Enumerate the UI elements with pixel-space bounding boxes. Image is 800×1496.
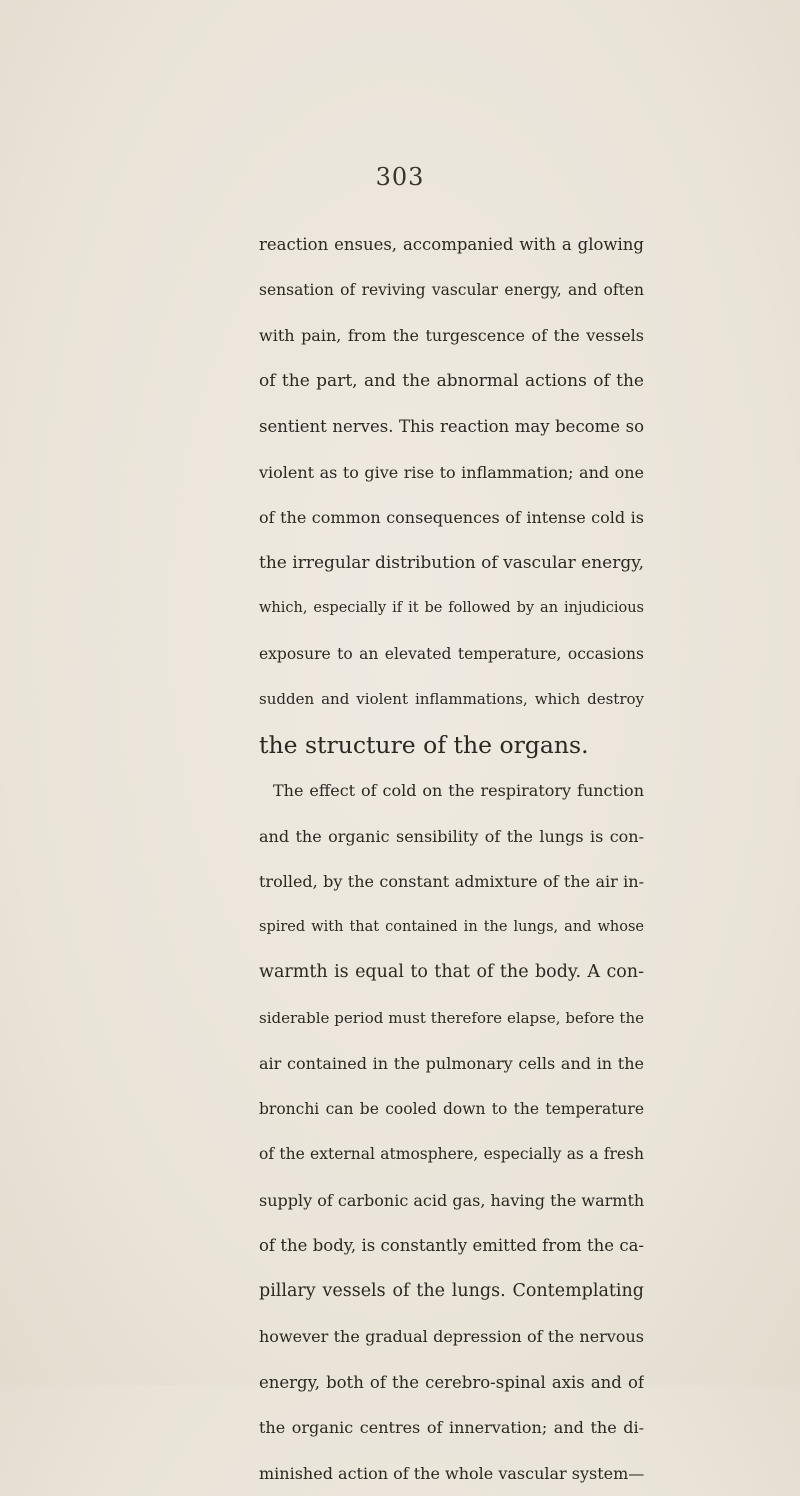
text-line: of the common consequences of intense cold is (259, 495, 644, 541)
body-text (259, 222, 644, 1496)
text-line: air contained in the pulmonary cells and in the (259, 1041, 644, 1087)
text-line: which, especially if it be followed by an injudicious (259, 586, 644, 632)
page-number: 303 (0, 163, 800, 191)
text-line: of the body, is constantly emitted from the ca- (259, 1223, 644, 1269)
text-line: spired with that contained in the lungs, and whose (259, 905, 644, 951)
text-line: of the external atmosphere, especially as a fresh (259, 1132, 644, 1178)
text-line: reaction ensues, accompanied with a glowing (259, 222, 644, 268)
text-line: siderable period must therefore elapse, before the (259, 996, 644, 1042)
paragraph-end-line: the structure of the organs. (259, 723, 644, 769)
text-line: violent as to give rise to inflammation; and one (259, 450, 644, 496)
paragraph-start-line: The effect of cold on the respiratory function (259, 768, 644, 814)
text-line: the organic centres of innervation; and the di- (259, 1405, 644, 1451)
text-line: supply of carbonic acid gas, having the warmth (259, 1178, 644, 1224)
text-line: trolled, by the constant admixture of the air in- (259, 859, 644, 905)
text-line: sudden and violent inflammations, which destroy (259, 677, 644, 723)
text-line: sensation of reviving vascular energy, and often (259, 268, 644, 314)
text-line: warmth is equal to that of the body. A con- (259, 950, 644, 996)
text-line: minished action of the whole vascular system— (259, 1451, 644, 1496)
text-line: energy, both of the cerebro-spinal axis and of (259, 1360, 644, 1406)
text-line: the irregular distribution of vascular energy, (259, 541, 644, 587)
text-line: however the gradual depression of the nervous (259, 1314, 644, 1360)
text-line: bronchi can be cooled down to the temperature (259, 1087, 644, 1133)
text-line: pillary vessels of the lungs. Contemplating (259, 1269, 644, 1315)
text-line: and the organic sensibility of the lungs is con- (259, 814, 644, 860)
text-line: with pain, from the turgescence of the vessels (259, 313, 644, 359)
text-line: sentient nerves. This reaction may become so (259, 404, 644, 450)
text-line: of the part, and the abnormal actions of the (259, 359, 644, 405)
text-line: exposure to an elevated temperature, occasions (259, 632, 644, 678)
